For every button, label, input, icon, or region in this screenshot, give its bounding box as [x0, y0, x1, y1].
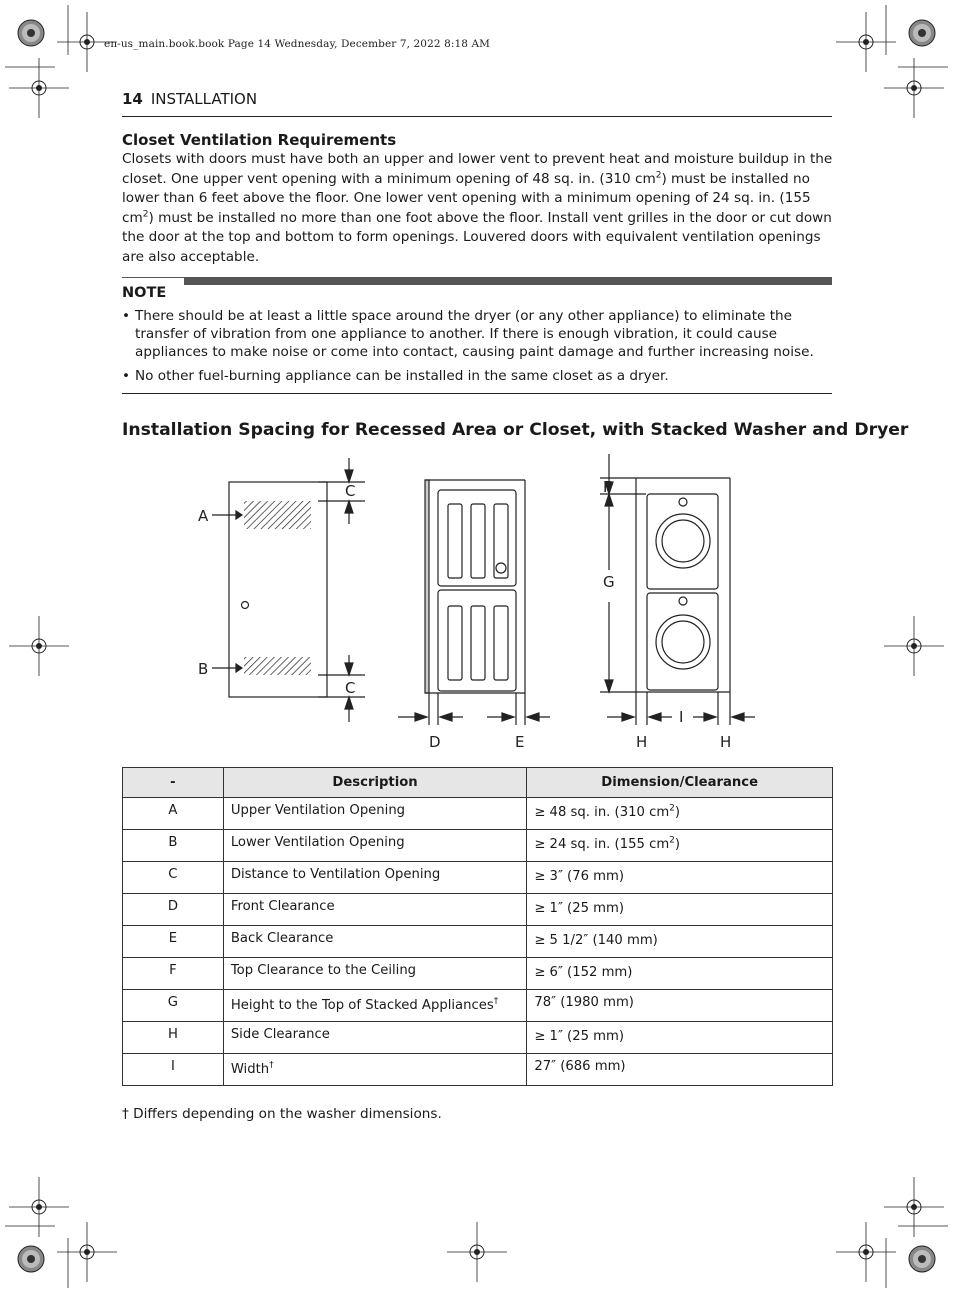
closet-ventilation-text: Closets with doors must have both an upper and lower vent to prevent heat and moisture buildup in the closet. One upper vent opening with a minimum opening of 48 sq. in. (310 $cm^2$) must be installed no lower than 6 feet above the floor. One lower vent opening with a minimum opening of 24 sq. in. (155 $cm^2$) must be installed no more than one foot above the floor. Install vent grilles in the door or cut down the door at the top and bottom to form openings. Louvered doors with equivalent ventilation openings are also acceptable. — [122, 151, 833, 265]
table-row — [123, 830, 833, 862]
label-c-top: C — [345, 482, 356, 500]
row-key: C — [123, 862, 224, 894]
side-washer — [438, 590, 516, 691]
row-description: Distance to Ventilation Opening — [223, 862, 527, 894]
row-dimension: ≥ 1″ (25 mm) — [527, 894, 833, 926]
row-description: Top Clearance to the Ceiling — [223, 958, 527, 990]
row-key: I — [123, 1054, 224, 1086]
label-a: A — [198, 507, 209, 525]
page-header — [122, 89, 832, 117]
label-c-bottom: C — [345, 679, 356, 697]
section-title: INSTALLATION — [150, 90, 258, 108]
note-item: • There should be at least a little space around the dryer (or any other appliance) to eliminate the transfer of vibration from one appliance to another. If there is enough vibration, it could cause appliances to make noise or come into contact, causing paint damage and further increasing noise. — [122, 307, 832, 361]
note-list — [122, 307, 832, 391]
table-row — [123, 1054, 833, 1086]
row-key: D — [123, 894, 224, 926]
row-description: Side Clearance — [223, 1022, 527, 1054]
col-description: Description — [223, 768, 527, 798]
label-f: F — [603, 478, 612, 496]
row-key: E — [123, 926, 224, 958]
spacing-heading: Installation Spacing for Recessed Area or Closet, with Stacked Washer and Dryer — [122, 420, 909, 440]
row-dimension: 78″ (1980 mm) — [527, 990, 833, 1022]
table-row — [123, 798, 833, 830]
row-dimension: ≥ 24 sq. in. (155 $cm^2$) — [527, 830, 833, 862]
note-divider — [122, 393, 832, 394]
col-key: - — [123, 768, 224, 798]
note-item: • No other fuel-burning appliance can be installed in the same closet as a dryer. — [122, 367, 832, 385]
label-g: G — [603, 573, 615, 591]
table-row — [123, 862, 833, 894]
washer-door — [656, 615, 710, 669]
row-key: A — [123, 798, 224, 830]
table-row — [123, 926, 833, 958]
upper-vent-grille — [244, 501, 311, 529]
table-row — [123, 1022, 833, 1054]
table-row — [123, 958, 833, 990]
row-key: H — [123, 1022, 224, 1054]
row-description: Upper Ventilation Opening — [223, 798, 527, 830]
back-wall — [425, 480, 429, 693]
row-dimension: ≥ 1″ (25 mm) — [527, 1022, 833, 1054]
installation-diagram — [0, 450, 954, 760]
row-dimension: 27″ (686 mm) — [527, 1054, 833, 1086]
lower-vent-grille — [244, 657, 311, 675]
row-dimension: ≥ 5 1/2″ (140 mm) — [527, 926, 833, 958]
footnote: † Differs depending on the washer dimensions. — [122, 1106, 442, 1122]
label-d: D — [429, 733, 441, 751]
note-bar — [184, 277, 832, 285]
clearance-table — [122, 767, 833, 1086]
col-dimension: Dimension/Clearance — [527, 768, 833, 798]
table-row — [123, 990, 833, 1022]
dryer-door — [656, 514, 710, 568]
label-h-left: H — [636, 733, 648, 751]
label-e: E — [515, 733, 525, 751]
row-description: Lower Ventilation Opening — [223, 830, 527, 862]
row-description: Height to the Top of Stacked Appliances† — [223, 990, 527, 1022]
row-key: F — [123, 958, 224, 990]
print-slug: en-us_main.book.book Page 14 Wednesday, December 7, 2022 8:18 AM — [104, 38, 491, 50]
label-i: I — [679, 708, 684, 726]
row-description: Front Clearance — [223, 894, 527, 926]
row-key: B — [123, 830, 224, 862]
row-key: G — [123, 990, 224, 1022]
row-dimension: ≥ 48 sq. in. (310 $cm^2$) — [527, 798, 833, 830]
note-title: NOTE — [122, 285, 167, 301]
row-description: Width† — [223, 1054, 527, 1086]
label-b: B — [198, 660, 209, 678]
front-washer — [647, 593, 718, 690]
front-dryer — [647, 494, 718, 589]
label-h-right: H — [720, 733, 732, 751]
page-number: 14 — [122, 90, 143, 108]
table-header-row — [123, 768, 833, 798]
table-row — [123, 894, 833, 926]
row-dimension: ≥ 3″ (76 mm) — [527, 862, 833, 894]
row-description: Back Clearance — [223, 926, 527, 958]
closet-ventilation-heading: Closet Ventilation Requirements — [122, 131, 397, 149]
row-dimension: ≥ 6″ (152 mm) — [527, 958, 833, 990]
